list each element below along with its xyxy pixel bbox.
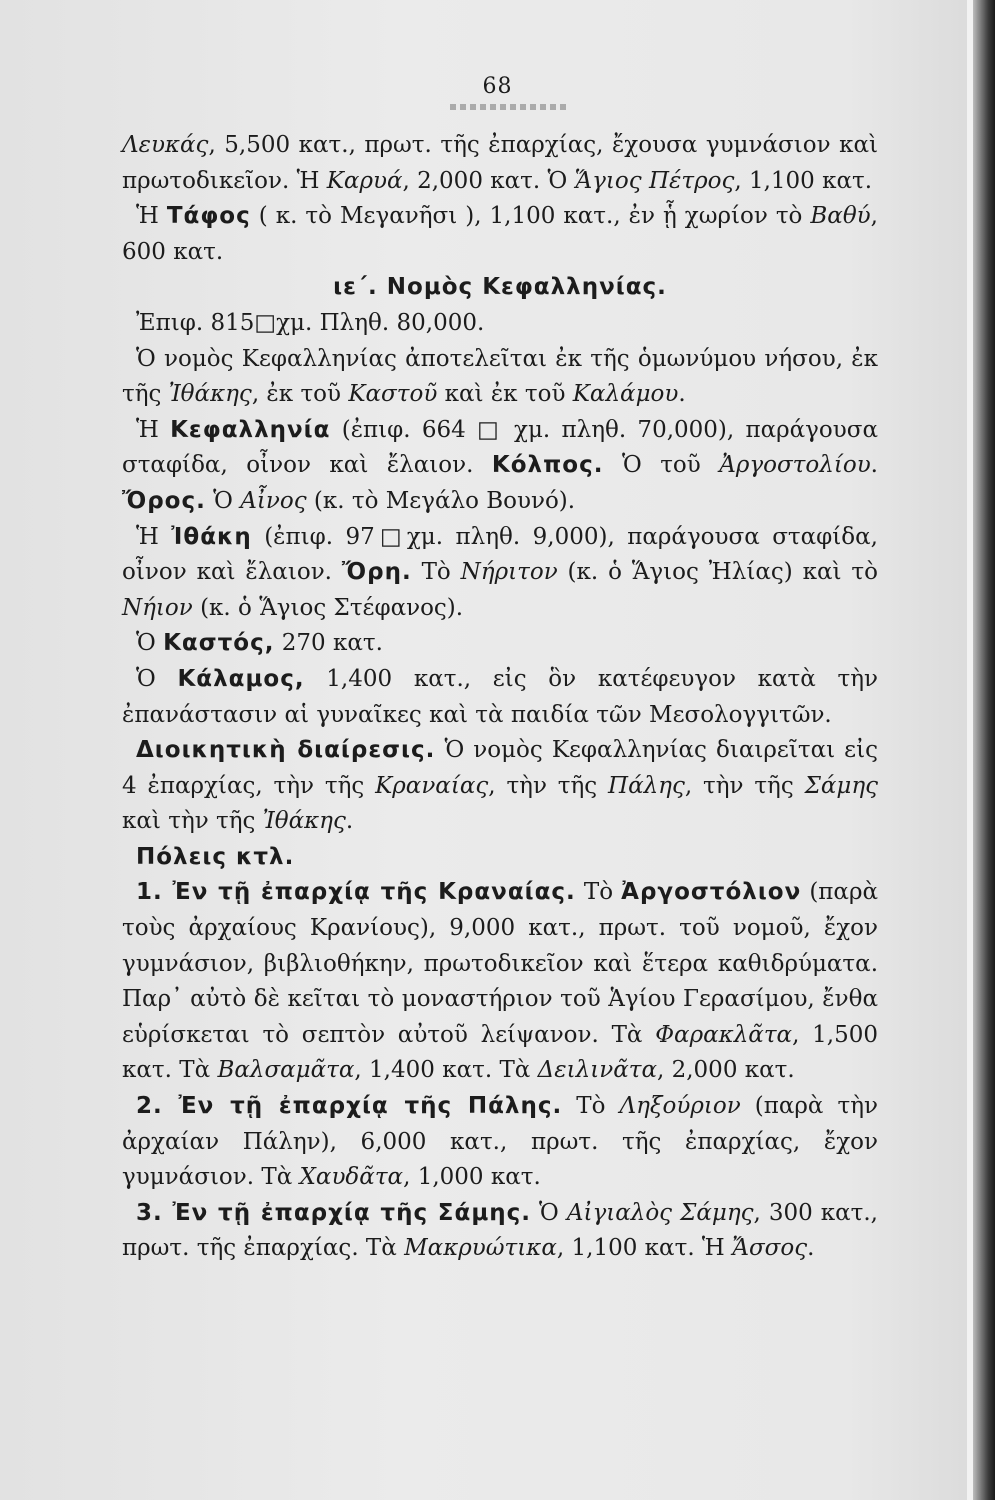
text-run: (κ. τὸ Μεγάλο Βουνό). (306, 487, 576, 514)
paragraph (122, 199, 878, 270)
paragraph (122, 413, 878, 520)
paragraph (122, 840, 878, 876)
text-run: . (807, 1235, 815, 1262)
paragraph (122, 520, 878, 627)
paragraph (122, 1089, 878, 1196)
text-run: ( κ. τὸ Μεγανῆσι ), 1,100 κατ., ἐν ᾗ χωρίον τὸ (250, 203, 811, 230)
text-run: Ἐπιφ. 815□χμ. Πληθ. 80,000. (136, 309, 485, 336)
paragraph (122, 626, 878, 662)
place-name: Αἶνος (240, 487, 307, 514)
text-run: , 5,500 κατ., πρωτ. τῆς ἐπαρχίας, ἔχουσα γυμνάσιον καὶ πρωτοδικεῖον. Ἡ (122, 132, 878, 194)
place-name: Ἄσσος (732, 1235, 808, 1262)
bold-heading: Ἰθάκη (171, 523, 252, 550)
text-run: (ἐπιφ. 97□χμ. πληθ. 9,000), παράγουσα σταφίδα, οἶνον καὶ ἔλαιον. (122, 523, 878, 586)
text-run: , 1,100 κατ. (734, 167, 873, 194)
text-run: . (870, 452, 878, 479)
text-run: Ὁ (205, 487, 241, 514)
text-run: 1,400 κατ., εἰς ὃν κατέφευγον κατὰ τὴν ἐπανάστασιν αἱ γυναῖκες καὶ τὰ παιδία τῶν Μεσολογγιτῶν. (122, 665, 879, 728)
place-name: Λευκάς (122, 132, 209, 158)
text-run: (παρὰ τοὺς ἀρχαίους Κρανίους), 9,000 κατ., πρωτ. τοῦ νομοῦ, ἔχον γυμνάσιον, βιβλιοθήκην, πρωτοδικεῖον καὶ ἕτερα καθιδρύματα. Παρ᾽ αὐτὸ δὲ κεῖται τὸ μοναστήριον τοῦ Ἁγίου Γερασίμου, ἔνθα εὑρίσκεται τὸ σεπτὸν αὐτοῦ λείψανον. Τὰ (122, 879, 879, 1048)
place-name: Βαθύ (810, 203, 871, 230)
text-run: . (678, 381, 686, 408)
paragraph (122, 875, 878, 1089)
paragraph (122, 270, 878, 306)
page-number-ornament (450, 104, 570, 110)
text-run: , τὴν τῆς (488, 772, 609, 799)
paragraph (122, 342, 878, 413)
text-run: , 300 κατ., πρωτ. τῆς ἐπαρχίας. Τὰ (122, 1199, 878, 1262)
place-name: Σάμης (804, 772, 878, 799)
text-run: , 1,000 κατ. (403, 1164, 541, 1191)
text-run: Ὁ νομὸς Κεφαλληνίας διαιρεῖται εἰς 4 ἐπαρχίας, τὴν τῆς (122, 737, 878, 799)
text-run: , ἐκ τοῦ (251, 381, 349, 408)
text-run: Τὸ (562, 1093, 620, 1120)
text-run: Ὁ νομὸς Κεφαλληνίας ἀποτελεῖται ἐκ τῆς ὁμωνύμου νήσου, ἐκ τῆς (122, 345, 878, 408)
text-run: Ὁ τοῦ (603, 452, 720, 479)
text-run: 270 κατ. (274, 630, 383, 657)
place-name: Ἅγιος Πέτρος (574, 167, 735, 194)
paragraph (122, 1196, 878, 1267)
bold-heading: Καστός, (163, 630, 275, 657)
page-edge-shadow (973, 0, 995, 1500)
place-name: Ληξούριον (619, 1093, 741, 1120)
text-run: (ἐπιφ. 664 □ χμ. πληθ. 70,000), παράγουσα σταφίδα, οἶνον καὶ ἔλαιον. (122, 416, 878, 479)
place-name: Καρυά (326, 167, 403, 194)
bold-heading: Ὄρη. (341, 559, 412, 586)
text-run: Ὁ (531, 1199, 567, 1226)
place-name: Ἀργοστολίου (719, 452, 871, 479)
place-name: Χαυδᾶτα (299, 1164, 404, 1191)
text-run: , τὴν τῆς (684, 772, 805, 799)
paragraph (122, 128, 878, 199)
text-run: Ὁ (136, 630, 164, 657)
place-name: Μακρυώτικα (404, 1235, 557, 1262)
bold-heading: Πόλεις κτλ. (136, 843, 295, 870)
text-run: Ἡ (136, 523, 172, 550)
bold-heading: 2. Ἐν τῇ ἐπαρχίᾳ τῆς Πάλης. (136, 1093, 563, 1120)
place-name: Κραναίας (375, 772, 489, 799)
text-run: Τὸ (411, 559, 461, 586)
place-name: Νήριτον (460, 559, 558, 586)
place-name: Βαλσαμᾶτα (217, 1057, 355, 1084)
place-name: Ἰθάκης (168, 381, 252, 408)
text-run: , 1,400 κατ. Τὰ (354, 1057, 538, 1084)
bold-heading: Διοικητικὴ διαίρεσις. (136, 737, 436, 764)
place-name: Πάλης (608, 772, 685, 799)
bold-heading: Κεφαλληνία (170, 416, 331, 443)
body-text (122, 128, 878, 1267)
bold-heading: 3. Ἐν τῇ ἐπαρχίᾳ τῆς Σάμης. (136, 1199, 531, 1226)
bold-heading: Ἀργοστόλιον (621, 879, 802, 906)
page-number: 68 (482, 74, 513, 99)
text-run: , 1,100 κατ. Ἡ (556, 1235, 733, 1262)
bold-heading: Τάφος (166, 203, 251, 230)
text-run: (κ. ὁ Ἅγιος Ἠλίας) καὶ τὸ (557, 559, 879, 586)
bold-heading: ιε΄. Νομὸς Κεφαλληνίας. (333, 274, 667, 301)
text-run: (κ. ὁ Ἅγιος Στέφανος). (192, 594, 464, 621)
text-run: Τὸ (575, 879, 622, 906)
bold-heading: 1. Ἐν τῇ ἐπαρχίᾳ τῆς Κραναίας. (136, 879, 576, 906)
place-name: Καλάμου (572, 381, 679, 408)
place-name: Ἰθάκης (262, 808, 346, 835)
paragraph (122, 306, 878, 342)
place-name: Φαρακλᾶτα (655, 1021, 793, 1048)
paragraph (122, 733, 878, 840)
text-run: . (345, 808, 354, 835)
place-name: Δειλινᾶτα (537, 1057, 657, 1084)
text-run: καὶ τὴν τῆς (122, 808, 263, 835)
text-run: Ἡ (136, 416, 171, 443)
bold-heading: Ὄρος. (122, 487, 206, 514)
place-name: Αἰγιαλὸς Σάμης (566, 1199, 754, 1226)
paragraph (122, 662, 878, 733)
text-run: (παρὰ τὴν ἀρχαίαν Πάλην), 6,000 κατ., πρωτ. τῆς ἐπαρχίας, ἔχον γυμνάσιον. Τὰ (122, 1093, 878, 1191)
text-run: καὶ ἐκ τοῦ (437, 381, 573, 408)
text-run: , 1,500 κατ. Τὰ (122, 1021, 878, 1084)
text-run: , 2,000 κατ. Ὁ (402, 167, 575, 194)
place-name: Καστοῦ (348, 381, 438, 408)
text-run: Ὁ (136, 665, 178, 692)
text-run: Ἡ (136, 203, 167, 230)
bold-heading: Κάλαμος, (177, 665, 305, 692)
bold-heading: Κόλπος. (491, 452, 604, 479)
text-run: , 2,000 κατ. (656, 1057, 795, 1084)
place-name: Νήιον (122, 594, 193, 621)
text-run: , 600 κατ. (122, 203, 878, 265)
